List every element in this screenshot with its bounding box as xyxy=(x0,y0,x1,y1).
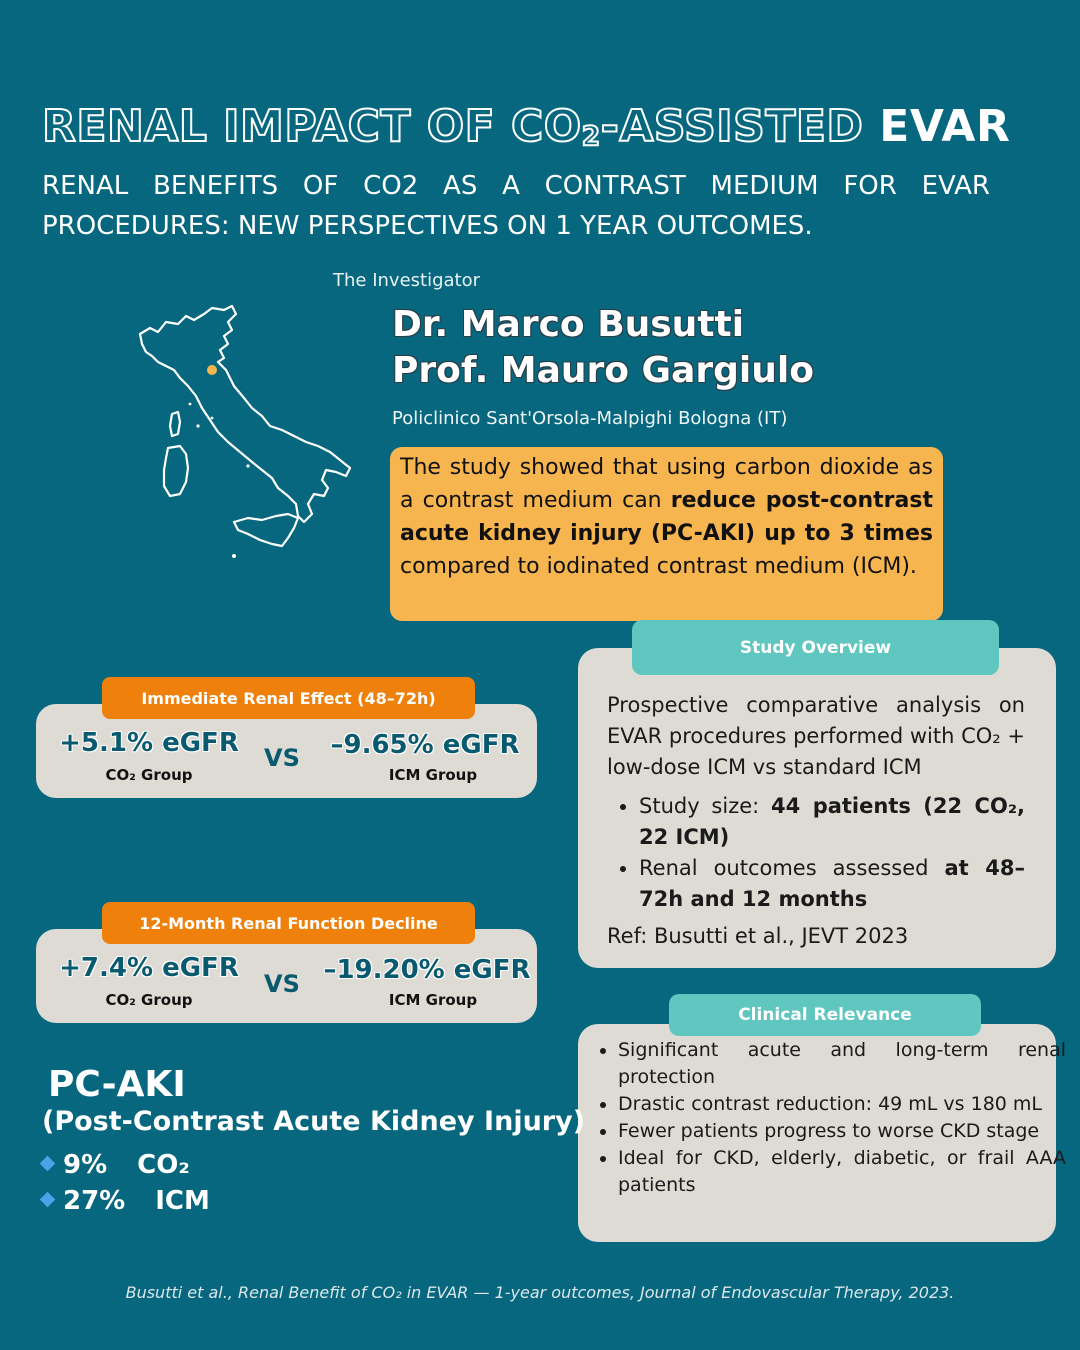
co2-group-label: CO₂ Group xyxy=(105,991,193,1009)
pcaki-subtitle: (Post-Contrast Acute Kidney Injury) xyxy=(42,1106,586,1137)
diamond-bullet-icon xyxy=(40,1156,56,1172)
investigator-name: Dr. Marco Busutti xyxy=(392,304,745,345)
immediate-effect-label: Immediate Renal Effect (48–72h) xyxy=(102,677,475,719)
vs-label: VS xyxy=(264,744,300,772)
investigator-label: The Investigator xyxy=(333,270,481,291)
italy-map-icon xyxy=(128,300,364,566)
list-item: • Significant acute and long-term renal protection xyxy=(618,1037,1066,1091)
footer-citation: Busutti et al., Renal Benefit of CO₂ in EVAR — 1-year outcomes, Journal of Endovascular Therapy, 2023. xyxy=(125,1283,955,1302)
title-outline-text: RENAL IMPACT OF $CO_2$-ASSISTED xyxy=(42,101,864,152)
icm-group-label: ICM Group xyxy=(388,766,478,784)
pcaki-group: CO₂ xyxy=(137,1150,190,1180)
list-item: • Ideal for CKD, elderly, diabetic, or frail AAA patients xyxy=(618,1145,1066,1199)
pcaki-group: ICM xyxy=(155,1186,210,1216)
twelve-month-label: 12-Month Renal Function Decline xyxy=(102,902,475,944)
pcaki-percent: 9% xyxy=(63,1150,108,1180)
pcaki-row-icm xyxy=(42,1186,210,1216)
list-item: • Renal outcomes assessed at 48–72h and 12 months xyxy=(639,853,1025,915)
page-subtitle: RENAL BENEFITS OF CO2 AS A CONTRAST MEDIUM FOR EVAR PROCEDURES: NEW PERSPECTIVES ON 1 YEAR OUTCOMES. xyxy=(42,171,990,241)
highlight-text: The study showed that using carbon dioxide as a contrast medium can xyxy=(400,455,933,513)
study-reference: Ref: Busutti et al., JEVT 2023 xyxy=(607,924,909,948)
pcaki-percent: 27% xyxy=(63,1186,126,1216)
vs-label: VS xyxy=(264,970,300,998)
clinical-relevance-label: Clinical Relevance xyxy=(669,994,981,1036)
study-highlight xyxy=(390,447,943,621)
sicily-outline xyxy=(234,514,298,546)
investigator-names xyxy=(392,302,814,394)
study-overview-body xyxy=(607,690,1025,915)
list-item: • Study size: 44 patients (22 CO₂, 22 ICM) xyxy=(639,791,1025,853)
study-overview-label: Study Overview xyxy=(632,620,999,675)
study-overview-intro: Prospective comparative analysis on EVAR procedures performed with CO₂ + low-dose ICM vs standard ICM xyxy=(607,693,1025,779)
investigator-name: Prof. Mauro Gargiulo xyxy=(392,350,814,391)
co2-twelve-month-value: +7.4% eGFR xyxy=(59,953,239,983)
highlight-bold-text: reduce post-contrast acute kidney injury (PC-AKI) up to 3 times xyxy=(400,488,933,546)
icm-immediate-value: –9.65% eGFR xyxy=(330,730,520,760)
clinical-relevance-list xyxy=(594,1037,1066,1199)
diamond-bullet-icon xyxy=(40,1192,56,1208)
study-overview-list xyxy=(607,791,1025,915)
icm-twelve-month-value: –19.20% eGFR xyxy=(323,955,531,985)
list-item: • Drastic contrast reduction: 49 mL vs 180 mL xyxy=(618,1091,1066,1118)
list-item: • Fewer patients progress to worse CKD stage xyxy=(618,1118,1066,1145)
corsica-outline xyxy=(170,412,180,436)
institution: Policlinico Sant'Orsola-Malpighi Bologna (IT) xyxy=(392,408,788,429)
highlight-text-end: compared to iodinated contrast medium (ICM). xyxy=(400,554,917,579)
bologna-marker xyxy=(207,365,217,375)
sardinia-outline xyxy=(164,446,188,496)
pcaki-title: PC-AKI xyxy=(48,1064,186,1105)
co2-immediate-value: +5.1% eGFR xyxy=(59,728,239,758)
icm-group-label: ICM Group xyxy=(388,991,478,1009)
title-solid-text: EVAR xyxy=(879,101,1011,152)
page-title xyxy=(42,98,1042,166)
co2-group-label: CO₂ Group xyxy=(105,766,193,784)
pcaki-row-co2 xyxy=(42,1150,190,1180)
